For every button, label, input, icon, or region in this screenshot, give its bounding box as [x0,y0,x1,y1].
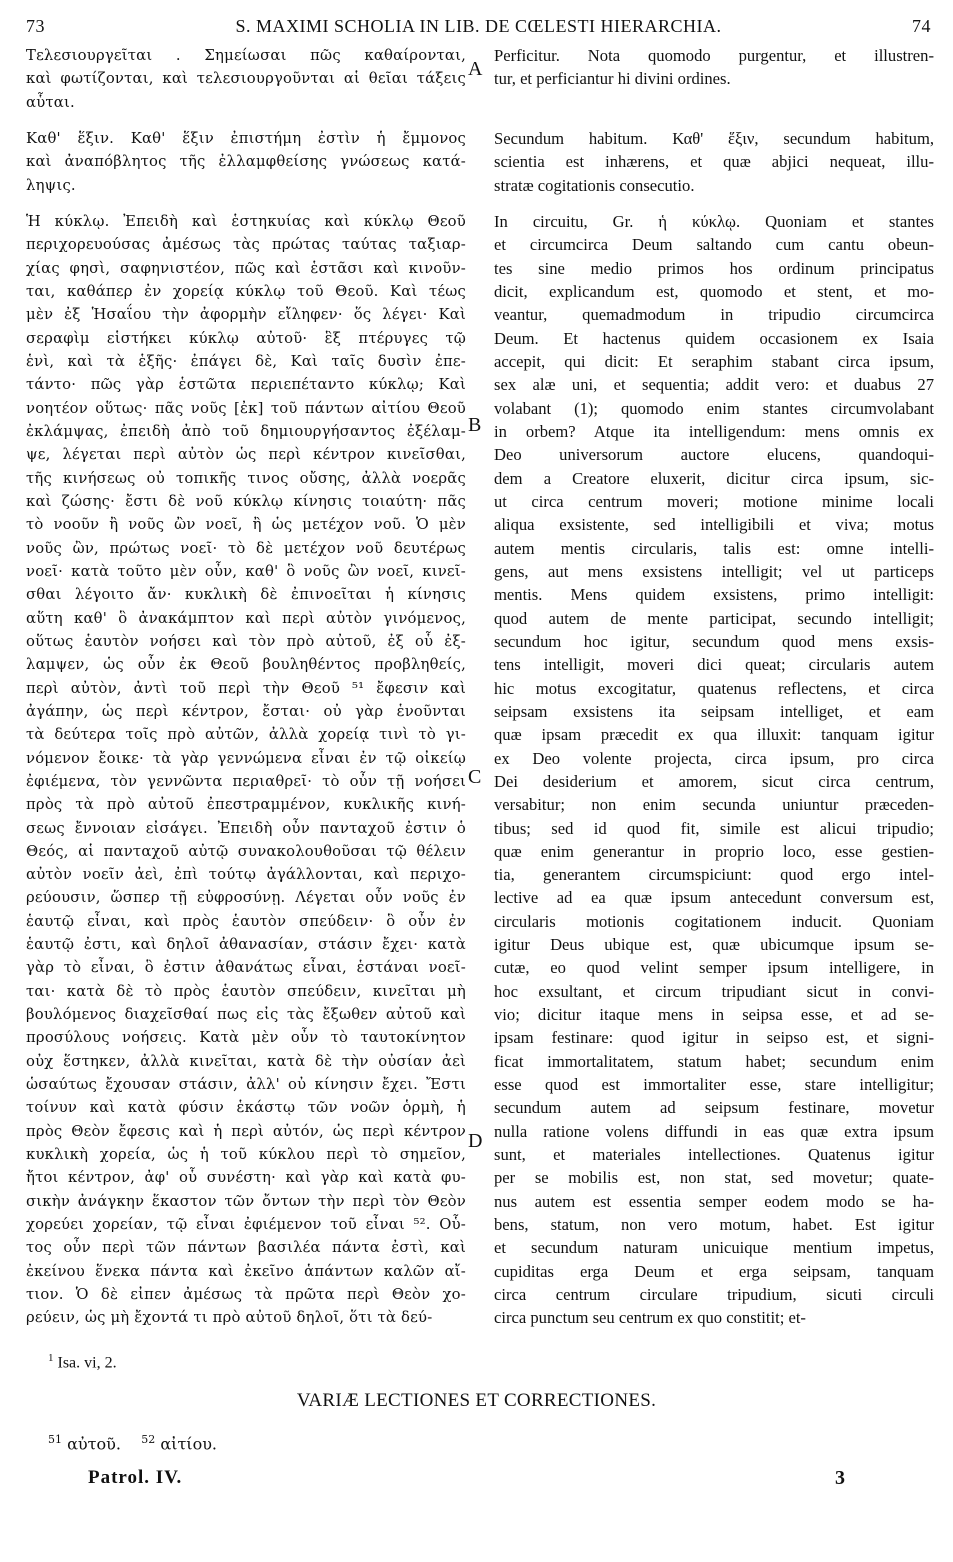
signature-number: 3 [835,1467,845,1489]
latin-text-line: seipsam exsistens ita seipsam intelliget, et eam [494,701,934,721]
latin-text-line: hic motus excogitatur, quatenus reflectens, et circa [494,678,934,698]
latin-text-line: circa centrum circulare tripudium, sicuti circuli [494,1285,934,1305]
latin-text-line: dem a Creatore eluxerit, dicitur circa ipsum, sic- [494,468,934,488]
latin-text-line: aliqua exsistente, sed intelligibili et viva; motus [494,515,934,535]
greek-text-line: μὲν ἐξ Ἡσαΐου τὴν ἀφορμὴν εἴληφεν· ὅς λέγει· Καὶ [26,306,466,324]
greek-text-line: σικὴν ἀνάγκην ἕκαστον τῶν ὄντων τὴν περὶ τὸν Θεὸν [26,1192,466,1210]
greek-text-line: χορεύει χορείαν, τῷ εἶναι ἐφιέμενον τοῦ εἶναι ⁵². Οὗ- [26,1216,466,1234]
greek-text-line: τάντο· πῶς γὰρ ἑστῶτα περιεπέταντο κύκλῳ; Καὶ [26,376,466,394]
latin-text-line [494,91,934,114]
greek-text-line: τιον. Ὁ δὲ εἰπεν ἀμέσως τὰ πρῶτα περὶ Θεὸν χο- [26,1286,466,1304]
latin-text-line: accepit, qui dicit: Et seraphim stabant circa ipsum, [494,351,934,371]
latin-text-line: circularis motionis cogitationem inducit. Quoniam [494,911,934,931]
latin-text-line: quæ enim generantur in proprio loco, esse gestien- [494,841,934,861]
greek-text-line: γὰρ τὸ εἶναι, ὃ ἐστιν ἀθανάτως εἶναι, ἑστάναι νοεῖ- [26,959,466,977]
paragraph-gap [26,197,466,210]
greek-text-line: ἤτοι κέντρον, ἀφ' οὗ συνέστη· καὶ γὰρ καὶ κατὰ φυ- [26,1169,466,1187]
margin-marker-b: B [468,414,482,436]
latin-text-line: Deum. Et hactenus quidem occasionem ex Isaia [494,328,934,348]
greek-text-line: καὶ ζώσης· ἔστι δὲ νοῦ κύκλῳ κίνησις τοιαύτη· πᾶς [26,492,466,510]
greek-text-line: χίας φησὶ, σαφηνιστέον, πῶς καὶ ἑστᾶσι καὶ κινοῦν- [26,259,466,277]
greek-text-line: ὡσαύτως ἔχουσαν στάσιν, ἀλλ' οὐ κίνησιν ἔχει. Ἔστι [26,1076,466,1094]
latin-text-line: sunt, et materiales intellectiones. Quatenus igitur [494,1145,934,1165]
latin-text-line: ficat immortalitatem, statum habet; secundum enim [494,1051,934,1071]
greek-text-line: σεραφὶμ εἱστήκει κύκλῳ αὐτοῦ· ἓξ πτέρυγες τῷ [26,329,466,347]
greek-text-line: κυκλικὴ χορεία, ὡς ἡ τοῦ κύκλου περὶ τὸ σημεῖον, [26,1146,466,1164]
greek-text-line: νοῦς ὢν, πρώτως νοεῖ· τὸ δὲ μετέχον νοῦ δευτέρως [26,539,466,557]
latin-column [494,44,934,1330]
greek-text-line: Θεός, αἱ πανταχοῦ αὐτῷ συνακολουθοῦσαι τῷ θέλειν [26,842,466,860]
greek-text-line: ἑαυτῷ εἶναι, καὶ πρὸς ἑαυτὸν σπεύδειν· ὃ οὖν ἐν [26,912,466,930]
latin-text-line: ipsam festinare: quod igitur in seipso est, et signi- [494,1028,934,1048]
footnote-marker: 1 [48,1352,54,1364]
latin-text-line: ex Deo volente projecta, circa ipsum, pro circa [494,748,934,768]
greek-text-line: περιχορευούσας ἀμέσως τὰς πρώτας ταύτας ταξιαρ- [26,236,466,254]
signature-patrol: Patrol. IV. [88,1467,183,1488]
greek-text-line: ληψις. [26,176,76,194]
latin-text-line: cutæ, eo quod velint semper ipsum intelligere, in [494,958,934,978]
latin-text-line: sex alæ uni, et sequentia; addit vero: et duabus 27 [494,375,934,395]
greek-text-line: οὐχ ἕστηκεν, ἀλλὰ κινεῖται, κατὰ δὲ τὴν οὐσίαν ἀεὶ [26,1052,466,1070]
latin-text-line: tibus; sed id quod fit, simile est alicui tripudio; [494,818,934,838]
latin-text-line: Secundum habitum. Καθ' ἕξιν, secundum habitum, [494,128,934,148]
greek-text-line: τῆς κινήσεως οὐ τοπικῆς τινος οὔσης, ἀλλὰ νοερᾶς [26,469,466,487]
greek-text-line: Ἡ κύκλῳ. Ἐπειδὴ καὶ ἑστηκυίας καὶ κύκλῳ Θεοῦ [26,212,466,230]
latin-text-line: circa punctum seu centrum ex quo constitit; et- [494,1308,806,1328]
greek-column [26,44,466,1330]
latin-text-line: Perficitur. Nota quomodo purgentur, et illustren- [494,46,934,65]
latin-text-line: cupiditas erga Deum et erga seipsam, tanquam [494,1261,934,1281]
latin-text-line: quæ ipsam præcedit ex qua illuxit: tanquam igitur [494,725,934,745]
greek-text-line: αὕτη καθ' ὃ ἀνακάμπτον καὶ περὶ αὐτὸν γινόμενος, [26,609,466,627]
greek-text-line: οὕτως ἑαυτὸν νοήσει καὶ τὸν πρὸ αὐτοῦ, ἐξ οὗ ἐξ- [26,632,466,650]
page-number-right: 74 [912,16,931,36]
greek-text-line: σθαι λέγοιτο ἄν· κυκλικὴ δὲ ἐπινοεῖται ἡ κίνησις [26,586,466,604]
latin-text-line: lective ad ea quæ ipsum antecedunt conversum est, [494,888,934,908]
latin-text-line: quod autem de mente participat, secundo intelligit; [494,608,934,628]
variae-heading: VARIÆ LECTIONES ET CORRECTIONES. [296,1390,657,1411]
latin-text-line: Deo universorum auctore elucens, quandoqui- [494,445,934,465]
greek-text-line: τὸ νοοῦν ἢ νοῦς ὢν νοεῖ, ἢ ὡς μετέχον νοῦ. Ὁ μὲν [26,516,466,534]
greek-text-line: σεως ἔννοιαν εἰσάγει. Ἐπειδὴ οὖν πανταχοῦ ἐστιν ὁ [26,819,466,837]
latin-text-line: bens, statum, non vero motum, habet. Est igitur [494,1215,934,1235]
footnote-text: Isa. vi, 2. [57,1354,117,1372]
greek-text-line: αὗται. [26,93,75,111]
latin-text-line: scientia est inhærens, et quæ abjici nequeat, illu- [494,152,934,172]
greek-text-line: Καθ' ἕξιν. Καθ' ἕξιν ἐπιστήμη ἐστὶν ἡ ἔμμονος [26,129,466,147]
latin-text-line: tens intelligit, moveri dici queat; circularis autem [494,655,934,675]
variant-text-52: αἰτίου. [160,1434,218,1454]
latin-text-line: Dei desiderium et amorem, sicut circa centrum, [494,771,934,791]
footnote [48,1352,117,1372]
greek-text-line: ἐκλάμψας, ἐπειδὴ ἀπὸ τοῦ δημιουργήσαντος ἐξέλαμ- [26,422,466,440]
latin-text-line: In circuitu, Gr. ἡ κύκλῳ. Quoniam et stantes [494,211,934,231]
latin-text-line: tes sine medio primos hos ordinum principatus [494,258,934,278]
greek-text-line: ἀγάπην, ὡς περὶ κέντρον, ἔσται· οὐ γὰρ ἑνοῦνται [26,702,466,720]
greek-text-line: ψε, λέγεται περὶ αὐτὸν ὡς περὶ κέντρον κινεῖσθαι, [26,446,466,464]
variant-marker-51: 51 [48,1433,62,1446]
latin-text-line: dicit, explicandum est, quomodo et stent, et mo- [494,281,934,301]
greek-text-line: Τελεσιουργεῖται . Σημείωσαι πῶς καθαίρονται, [26,47,466,64]
latin-text-line: igitur Deus ubique est, quæ ubicumque ipsum se- [494,935,934,955]
paragraph-gap [26,114,466,127]
latin-text-line: et secundum naturam unicuique mentium impetus, [494,1238,934,1258]
greek-text-line: τὰ δεύτερα τοῖς πρὸ αὐτῶν, ἀλλὰ χορείᾳ τινὶ τὸ γι- [26,726,466,744]
greek-text-line: νόμενον ἔοικε· τὰ γὰρ γεννώμενα εἶναι ἐν τῷ οἰκείῳ [26,749,466,767]
latin-text-line: tia, generantem circumspiciunt: quod ergo intel- [494,865,934,885]
latin-text-line: autem mentis circularis, talis est: omne intelli- [494,538,934,558]
latin-text-line: versabitur; non enim secunda uniuntur præceden- [494,795,934,815]
greek-text-line: ται· κατὰ δὲ τὸ πρὸς ἑαυτὸν σπεύδειν, κινεῖται μὴ [26,982,466,1000]
latin-text-line: stratæ cogitationis consecutio. [494,175,695,195]
margin-marker-c: C [468,766,482,788]
page-number-left: 73 [26,16,45,36]
greek-text-line: ἑνὶ, καὶ τὰ ἑξῆς· ἐπάγει δὲ, Καὶ ταῖς δυσὶν ἐπε- [26,352,466,370]
greek-text-line: τοίνυν καὶ κατὰ φύσιν ἑκάστῳ τῶν νοῶν ὁρμὴ, ἡ [26,1099,466,1117]
greek-text-line: βουλόμενος διαχεῖσθαί πως εἰς τὰς ἔξωθεν αὐτοῦ καὶ [26,1006,466,1024]
greek-text-line: ρεύουσιν, ὥσπερ τῇ εὐφροσύνῃ. Λέγεται οὖν νοῦς ἐν [26,889,466,907]
latin-text-line: esse quod est immortaliter esse, stare intelligitur; [494,1075,934,1095]
latin-text-line: secundum hoc igitur, secundum quod mens exsis- [494,631,934,651]
latin-text-line: hoc exsultant, et circum tripudiant sicut in convi- [494,981,934,1001]
latin-text-line: veantur, quemadmodum in tripudio circumcirca [494,305,934,325]
greek-text-line: ται, καθάπερ ἐν χορείᾳ κύκλῳ τοῦ Θεοῦ. Καὶ τέως [26,282,466,300]
latin-text-line: secundum autem ad seipsum festinare, movetur [494,1098,934,1118]
greek-text-line: πρὸς Θεὸν ἔφεσις καὶ ἡ περὶ αὐτόν, ὡς περὶ κέντρον [26,1122,466,1140]
running-title: S. MAXIMI SCHOLIA IN LIB. DE CŒLESTI HIERARCHIA. [235,16,722,36]
greek-text-line: νοητέον οὕτως· πᾶς νοῦς [ἐκ] τοῦ πάντων αἰτίου Θεοῦ [26,399,466,417]
greek-text-line: ρεύειν, ὡς μὴ ἔχοντά τι πρὸ αὐτοῦ δηλοῖ, ὅτι τὰ δεύ- [26,1309,433,1327]
latin-text-line: mentis. Mens quidem exsistens, primo intelligit: [494,585,934,605]
greek-text-line: λαμψεν, ὡς οὖν ἐκ Θεοῦ βουληθέντος προβληθείς, [26,656,466,674]
greek-text-line: καὶ φωτίζονται, καὶ τελεσιουργοῦνται αἱ θεῖαι τάξεις [26,70,466,88]
variant-text-51: αὐτοῦ. [67,1434,121,1454]
latin-text-line: et circumcirca Deum saltando cum cantu obeun- [494,235,934,255]
greek-text-line: τος οὖν περὶ τῶν πάντων βασιλέα πάντα ἐστὶ, καὶ [26,1239,466,1257]
greek-text-line: περὶ αὐτὸν, ἀντὶ τοῦ περὶ τὴν Θεοῦ ⁵¹ ἔφεσιν καὶ [26,679,466,697]
greek-text-line: ἐφιέμενα, τὸν γεννῶντα περιαθρεῖ· τὸ οὖν τῇ νοήσει [26,772,466,790]
margin-marker-a: A [468,58,483,80]
latin-text-line: tur, et perficiantur hi divini ordines. [494,69,731,89]
greek-text-line: ἐκείνου ἕνεκα πάντα καὶ ἐκεῖνο ἁπάντων καλῶν αἴ- [26,1262,466,1280]
latin-text-line: per se mobilis est, non stat, sed movetur; quate- [494,1168,934,1188]
greek-text-line: ἑαυτῷ ἐστι, καὶ δηλοῖ ἀθανασίαν, στάσιν ἔχει· κατὰ [26,936,466,954]
margin-marker-d: D [468,1130,483,1152]
latin-text-line: nulla ratione volens diffundi in eas quæ extra ipsum [494,1121,934,1141]
greek-text-line: προσύλους νοήσεις. Κατὰ μὲν οὖν τὸ ταυτοκίνητον [26,1029,466,1047]
running-header [26,16,931,42]
greek-text-line: πρὸς τὰ πρὸ αὐτοῦ ἐπεστραμμένον, κυκλικῆς κινή- [26,796,466,814]
greek-text-line: καὶ ἀναπόβλητος τῆς ἐλλαμφθείσης γνώσεως κατά- [26,153,466,171]
greek-text-line: αὐτὸν νοεῖν ἀεὶ, ἐπὶ τούτῳ ἀγάλλονται, καὶ περιχο- [26,866,466,884]
variant-readings [48,1433,217,1453]
latin-text-line: in orbem? Atque ita intelligendum: mens omnis ex [494,421,934,441]
paragraph-gap [494,197,934,210]
latin-text-line: nus autem est essentia semper eodem modo se ha- [494,1191,934,1211]
variant-marker-52: 52 [141,1433,156,1446]
latin-text-line: vio; dicitur itaque mens in seipsa esse, et ad se- [494,1005,934,1025]
latin-text-line: gens, aut mens exsistens intelligit; vel ut particeps [494,561,934,581]
greek-text-line: νοεῖ· κατὰ τοῦτο μὲν οὖν, καθ' ὃ νοῦς ὢν νοεῖ, κινεῖ- [26,562,466,580]
paragraph-gap [494,114,934,127]
latin-text-line: volabant (1); quomodo enim stantes circumvolabant [494,398,934,418]
latin-text-line: ut circa centrum moveri; motione minime locali [494,491,934,511]
